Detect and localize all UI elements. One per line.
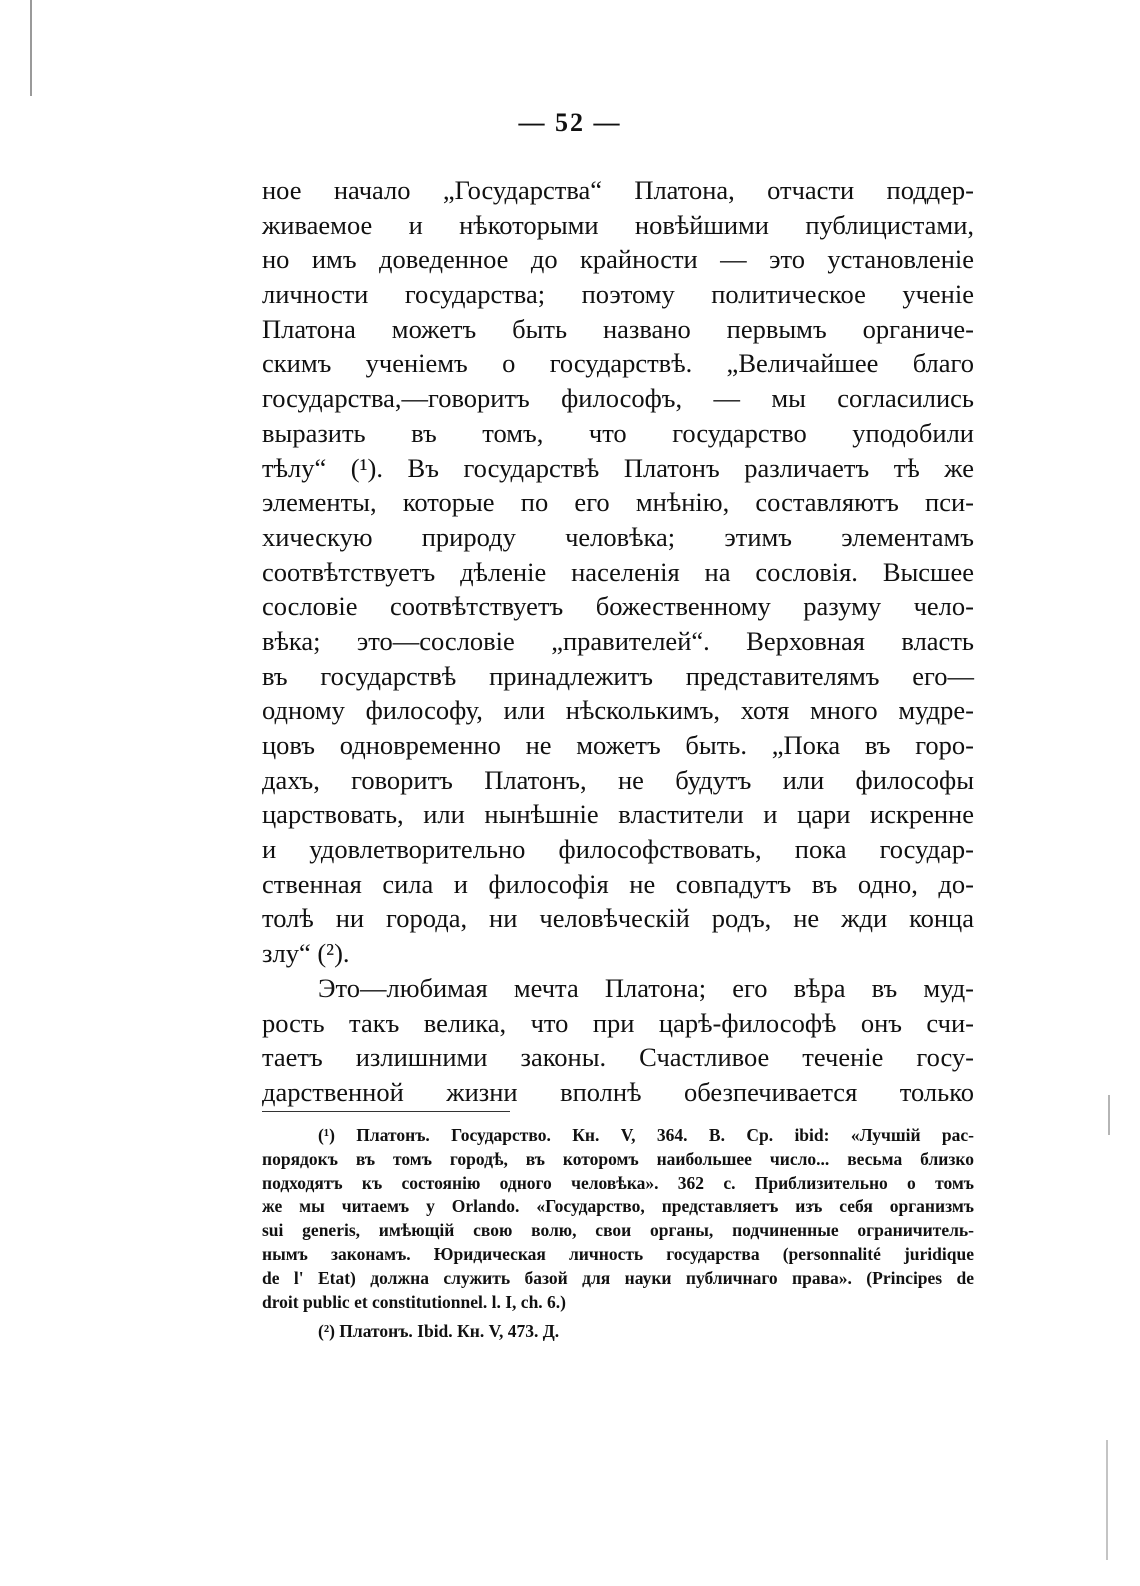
footnote-line: подходятъ къ состоянію одного человѣка». 362 с. Приблизительно о томъ <box>262 1172 974 1193</box>
footnote-2: (²) Платонъ. Ibid. Кн. V, 473. Д. <box>318 1321 560 1342</box>
body-line: элементы, которые по его мнѣнію, составляютъ пси- <box>262 487 974 518</box>
scan-edge-mark-right <box>1108 1095 1110 1135</box>
body-line: ственная сила и философія не совпадутъ въ одно, до- <box>262 868 974 899</box>
body-line: цовъ одновременно не можетъ быть. „Пока въ горо- <box>262 730 974 760</box>
body-line: дахъ, говоритъ Платонъ, не будутъ или философы <box>262 764 974 795</box>
body-line: живаемое и нѣкоторыми новѣйшими публицистами, <box>262 209 974 240</box>
body-line: хическую природу человѣка; этимъ элементамъ <box>262 521 974 552</box>
body-line: личности государства; поэтому политическое ученіе <box>262 279 974 310</box>
body-line: толѣ ни города, ни человѣческій родъ, не жди конца <box>262 903 974 934</box>
body-line: сословіе соотвѣтствуетъ божественному разуму чело- <box>262 591 974 622</box>
body-line: царствовать, или нынѣшніе властители и цари искренне <box>262 799 974 830</box>
body-line: соотвѣтствуетъ дѣленіе населенія на сословія. Высшее <box>262 556 974 587</box>
footnote-line: droit public et constitutionnel. l. I, ch. 6.) <box>262 1291 567 1312</box>
body-line: Платона можетъ быть названо первымъ органиче- <box>262 313 974 344</box>
body-line: одному философу, или нѣсколькимъ, хотя много мудре- <box>262 695 974 726</box>
footnote-divider <box>262 1111 510 1112</box>
body-line: злу“ (²). <box>262 938 350 969</box>
footnote-line: же мы читаемъ у Orlando. «Государство, представляетъ изъ себя организмъ <box>262 1196 974 1217</box>
scan-edge-mark-right-lower <box>1106 1440 1108 1560</box>
body-line: государства,—говоритъ философъ, — мы согласились <box>262 383 974 414</box>
footnote-line: de l' Etat) должна служить базой для науки публичнаго права». (Principes de <box>262 1267 974 1288</box>
body-text <box>262 173 974 1110</box>
body-line: рость такъ велика, что при царѣ-философѣ онъ счи- <box>262 1007 974 1038</box>
body-line: и удовлетворительно философствовать, пока государ- <box>262 834 974 865</box>
page-number: — 52 — <box>518 108 622 137</box>
footnote-line: порядокъ въ томъ городѣ, въ которомъ наибольшее число... весьма близко <box>262 1148 974 1169</box>
scan-edge-mark <box>30 0 32 96</box>
body-line: въ государствѣ принадлежитъ представителямъ его— <box>262 660 974 691</box>
body-line: тѣлу“ (¹). Въ государствѣ Платонъ различаетъ тѣ же <box>262 452 974 483</box>
body-line: Это—любимая мечта Платона; его вѣра въ муд- <box>318 972 974 1003</box>
body-line: дарственной жизни вполнѣ обезпечивается только <box>262 1076 974 1107</box>
body-line: ное начало „Государства“ Платона, отчасти поддер- <box>262 175 974 205</box>
footnote-line: sui generis, имѣющій свою волю, свои органы, подчиненные ограничитель- <box>262 1220 974 1241</box>
body-line: выразить въ томъ, что государство уподобили <box>262 417 974 448</box>
body-line: вѣка; это—сословіе „правителей“. Верховная власть <box>262 625 974 656</box>
footnote-line: (¹) Платонъ. Государство. Кн. V, 364. В. Ср. ibid: «Лучшій рас- <box>318 1125 974 1145</box>
body-line: скимъ ученіемъ о государствѣ. „Величайшее благо <box>262 348 974 379</box>
footnotes <box>262 1124 974 1344</box>
body-line: но имъ доведенное до крайности — это установленіе <box>262 244 974 275</box>
footnote-line: нымъ законамъ. Юридическая личность государства (personnalité juridique <box>262 1243 974 1264</box>
body-line: таетъ излишними законы. Счастливое теченіе госу- <box>262 1042 974 1073</box>
